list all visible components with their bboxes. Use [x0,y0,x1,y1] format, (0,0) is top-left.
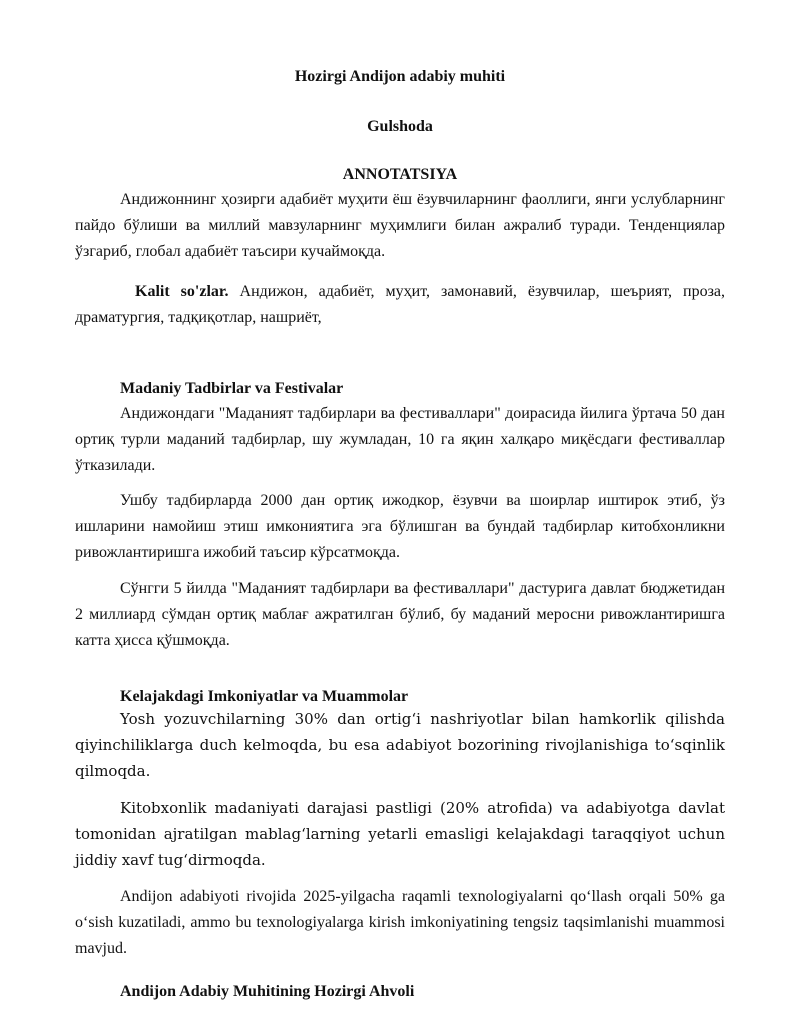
section-paragraph: Andijon adabiyoti rivojida 2025-yilgacha raqamli texnologiyalarni qoʻllash orqali 50% ga oʻsish kuzatiladi, ammo bu texnologiyalarga kirish imkoniyatining tengsiz taqsimlanishi muammosi mavjud. [75,888,725,957]
keywords-label: Kalit so'zlar. [135,283,229,300]
annotation-heading: ANNOTATSIYA [342,166,458,183]
document-title: Hozirgi Andijon adabiy muhiti [294,68,506,85]
section-heading: Kelajakdagi Imkoniyatlar va Muammolar [120,688,409,705]
section-heading: Andijon Adabiy Muhitining Hozirgi Ahvoli [120,983,415,1000]
section-paragraph: Yosh yozuvchilarning 30% dan ortigʻi nashriyotlar bilan hamkorlik qilishda qiyinchiliklarga duch kelmoqda, bu esa adabiyot bozorining rivojlanishiga toʻsqinlik qilmoqda. [75,710,725,780]
section-paragraph: Kitobxonlik madaniyati darajasi pastligi (20% atrofida) va adabiyotga davlat tomonidan ajratilgan mablagʻlarning yetarli emasligi kelajakdagi taraqqiyot uchun jiddiy xavf tugʻdirmoqda. [75,799,725,869]
section-paragraph: Ушбу тадбирларда 2000 дан ортиқ ижодкор, ёзувчи ва шоирлар иштирок этиб, ўз ишларини намойиш этиш имкониятига эга бўлишган ва бундай тадбирлар китобхонликни ривожлантиришга ижобий таъсир кўрсатмоқда. [75,492,725,561]
keywords-paragraph [75,279,725,331]
annotation-paragraph: Андижоннинг ҳозирги адабиёт муҳити ёш ёзувчиларнинг фаоллиги, янги услубларнинг пайдо бўлиши ва миллий мавзуларнинг муҳимлиги билан ажралиб туради. Тенденциялар ўзгариб, глобал адабиёт таъсири кучаймоқда. [75,191,725,260]
keywords-text: Андижон, адабиёт, муҳит, замонавий, ёзувчилар, шеърият, проза, драматургия, тадқиқотлар, нашриёт, [75,283,726,326]
section-heading: Madaniy Tadbirlar va Festivalar [120,380,344,397]
author-name: Gulshoda [367,118,433,135]
section-paragraph: Сўнгги 5 йилда "Маданият тадбирлари ва фестиваллари" дастурига давлат бюджетидан 2 миллиард сўмдан ортиқ маблағ ажратилган бўлиб, бу маданий меросни ривожлантиришга катта ҳисса қўшмоқда. [75,580,725,649]
section-paragraph: Андижондаги "Маданият тадбирлари ва фестиваллари" доирасида йилига ўртача 50 дан ортиқ турли маданий тадбирлар, шу жумладан, 10 га яқин халқаро миқёсдаги фестиваллар ўтказилади. [75,405,725,474]
